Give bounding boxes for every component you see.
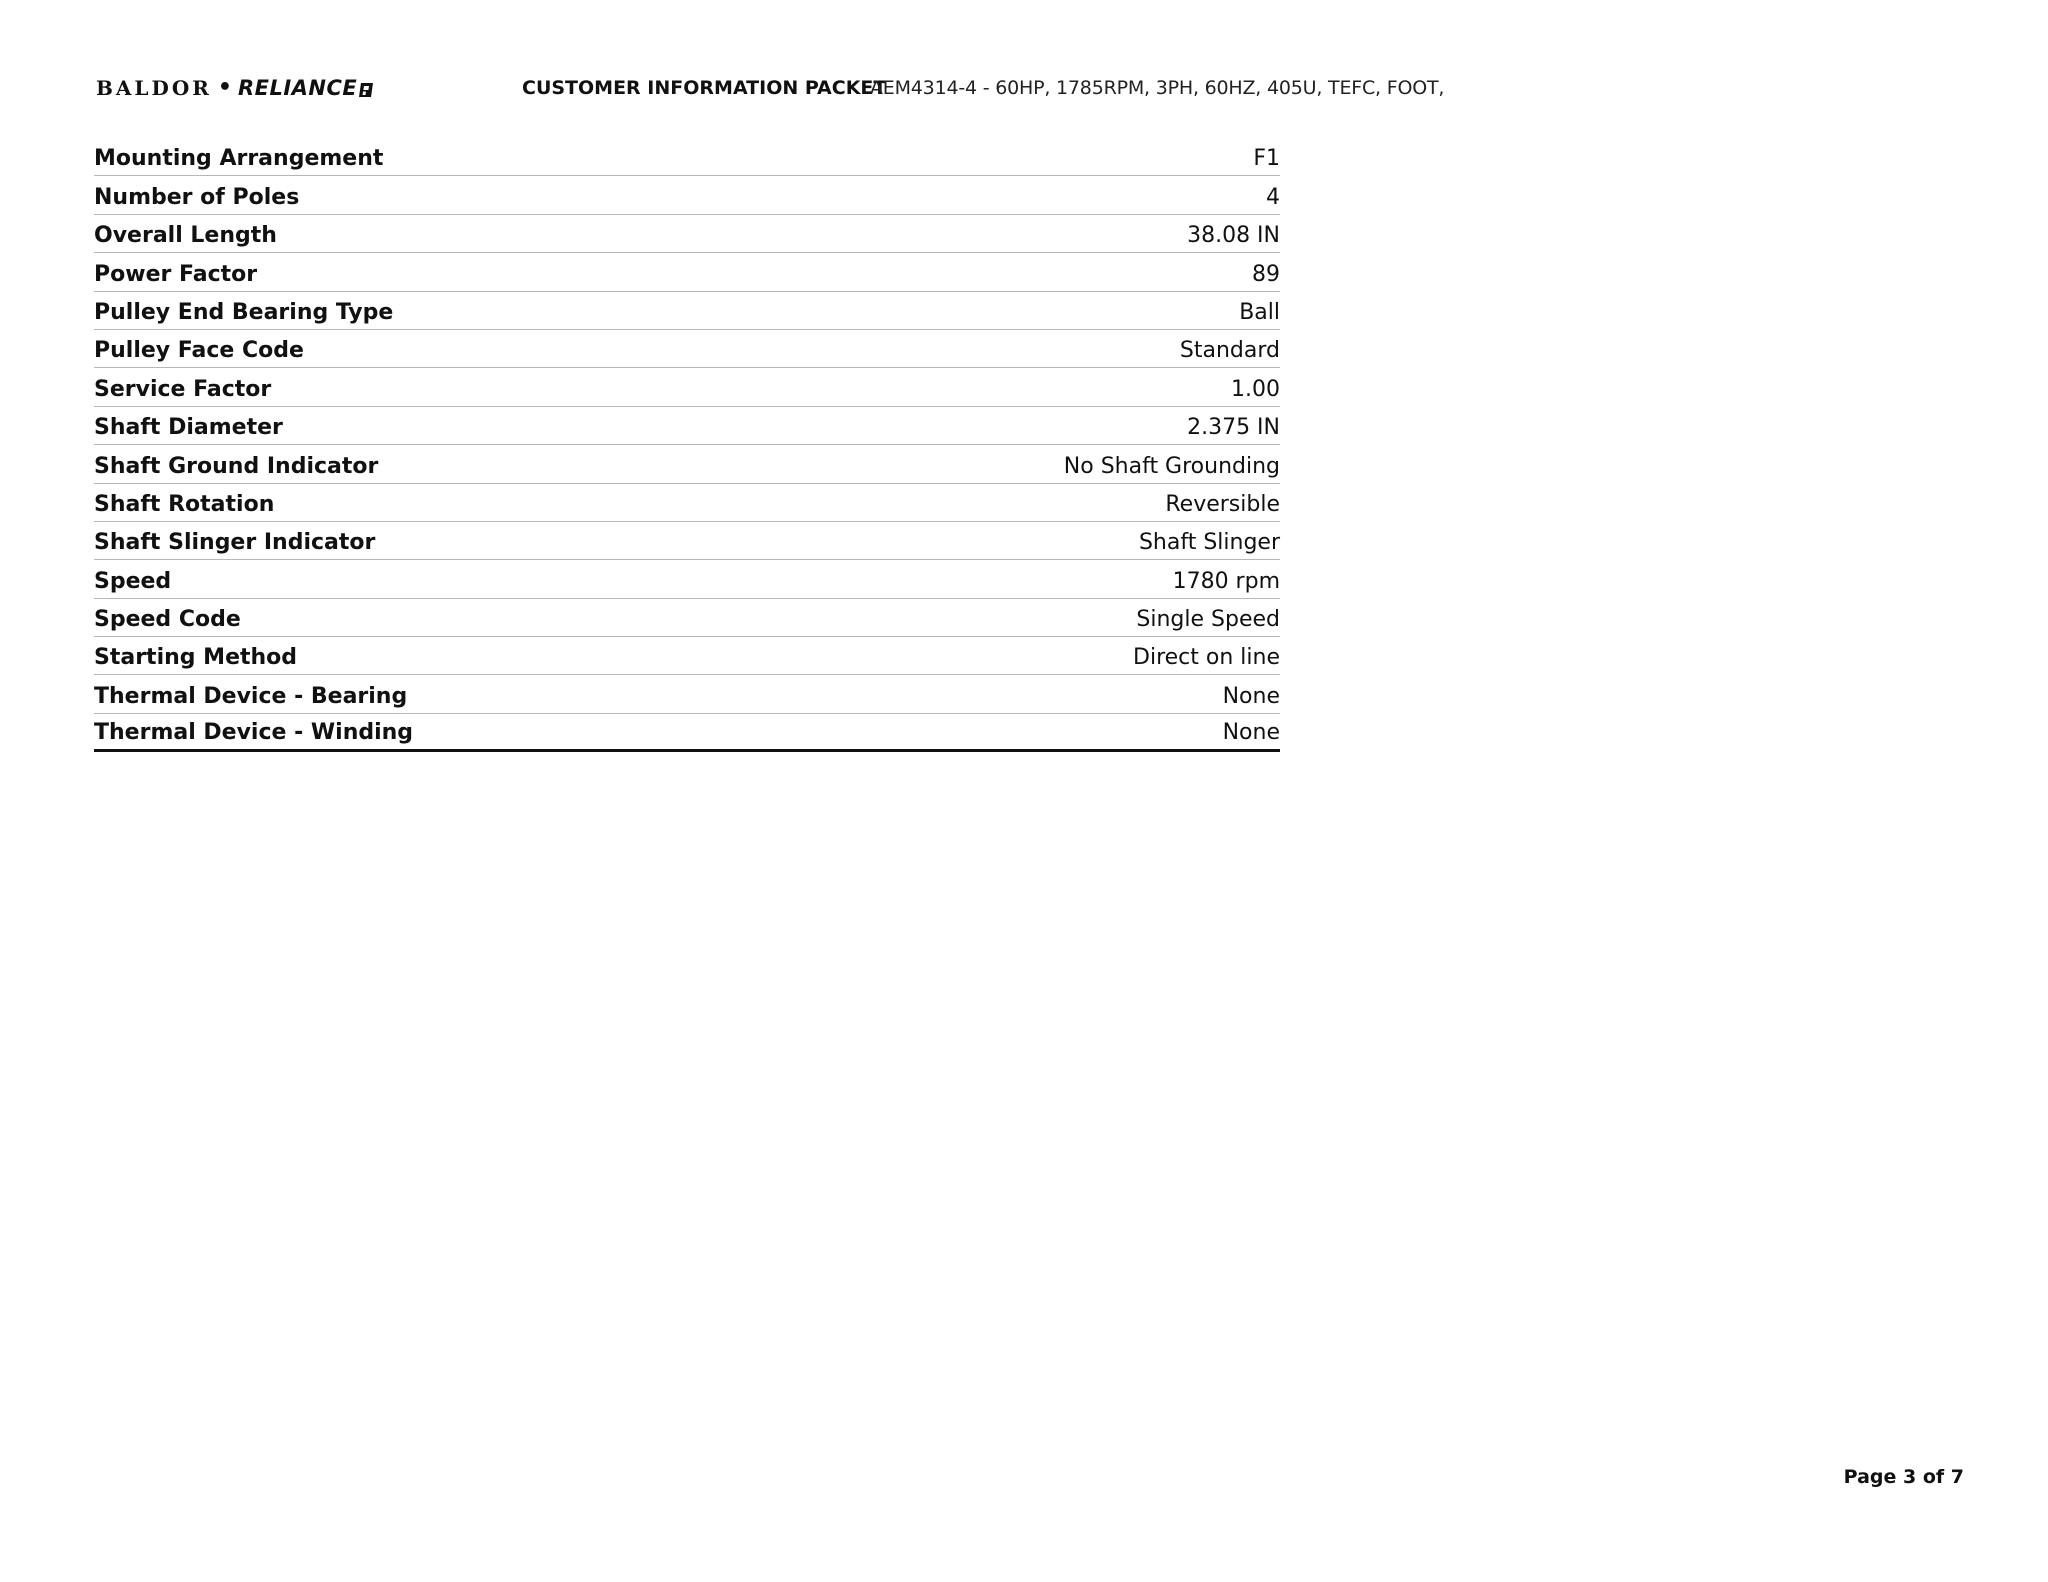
spec-value: F1 [1253, 146, 1280, 172]
spec-value: 2.375 IN [1187, 415, 1280, 441]
spec-value: 1780 rpm [1172, 568, 1280, 594]
table-row [94, 484, 1280, 522]
table-row [94, 714, 1280, 752]
table-row [94, 675, 1280, 713]
spec-value: Reversible [1165, 491, 1280, 517]
spec-label: Thermal Device - Winding [94, 720, 414, 746]
spec-value: Single Speed [1136, 607, 1280, 633]
spec-table [94, 138, 1280, 752]
table-row [94, 253, 1280, 291]
table-row [94, 215, 1280, 253]
spec-label: Shaft Rotation [94, 491, 275, 517]
spec-label: Service Factor [94, 376, 272, 402]
spec-value: Standard [1179, 338, 1280, 364]
baldor-reliance-logo [96, 74, 436, 102]
spec-label: Shaft Ground Indicator [94, 453, 379, 479]
spec-label: Mounting Arrangement [94, 146, 384, 172]
spec-value: None [1222, 683, 1280, 709]
spec-value: No Shaft Grounding [1063, 453, 1280, 479]
table-row [94, 560, 1280, 598]
table-row [94, 138, 1280, 176]
spec-label: Starting Method [94, 645, 298, 671]
spec-label: Thermal Device - Bearing [94, 683, 408, 709]
table-row [94, 599, 1280, 637]
spec-label: Shaft Diameter [94, 415, 283, 441]
spec-label: Pulley End Bearing Type [94, 299, 394, 325]
table-row [94, 445, 1280, 483]
spec-label: Power Factor [94, 261, 258, 287]
spec-label: Number of Poles [94, 184, 300, 210]
document-header [96, 72, 1445, 104]
table-row [94, 368, 1280, 406]
table-row [94, 292, 1280, 330]
spec-label: Speed Code [94, 607, 241, 633]
logo-separator: • [217, 75, 232, 100]
logo-baldor-text: BALDOR [96, 76, 212, 100]
reliance-r-mark-icon [359, 82, 373, 96]
table-row [94, 330, 1280, 368]
spec-value: Shaft Slinger [1138, 530, 1280, 556]
spec-label: Speed [94, 568, 172, 594]
packet-title: CUSTOMER INFORMATION PACKET [522, 77, 887, 99]
spec-value: None [1222, 720, 1280, 746]
table-row [94, 522, 1280, 560]
spec-value: 4 [1266, 184, 1280, 210]
spec-value: 1.00 [1231, 376, 1280, 402]
spec-value: 38.08 IN [1187, 223, 1280, 249]
spec-label: Overall Length [94, 223, 277, 249]
table-row [94, 176, 1280, 214]
spec-value: Direct on line [1133, 645, 1280, 671]
spec-label: Pulley Face Code [94, 338, 304, 364]
spec-label: Shaft Slinger Indicator [94, 530, 376, 556]
table-row [94, 407, 1280, 445]
spec-value: Ball [1239, 299, 1280, 325]
page-number: Page 3 of 7 [1843, 1466, 1964, 1488]
model-description: AEM4314-4 - 60HP, 1785RPM, 3PH, 60HZ, 405U, TEFC, FOOT, [870, 77, 1445, 99]
table-row [94, 637, 1280, 675]
spec-value: 89 [1252, 261, 1280, 287]
logo-reliance-text: RELIANCE [237, 76, 358, 100]
